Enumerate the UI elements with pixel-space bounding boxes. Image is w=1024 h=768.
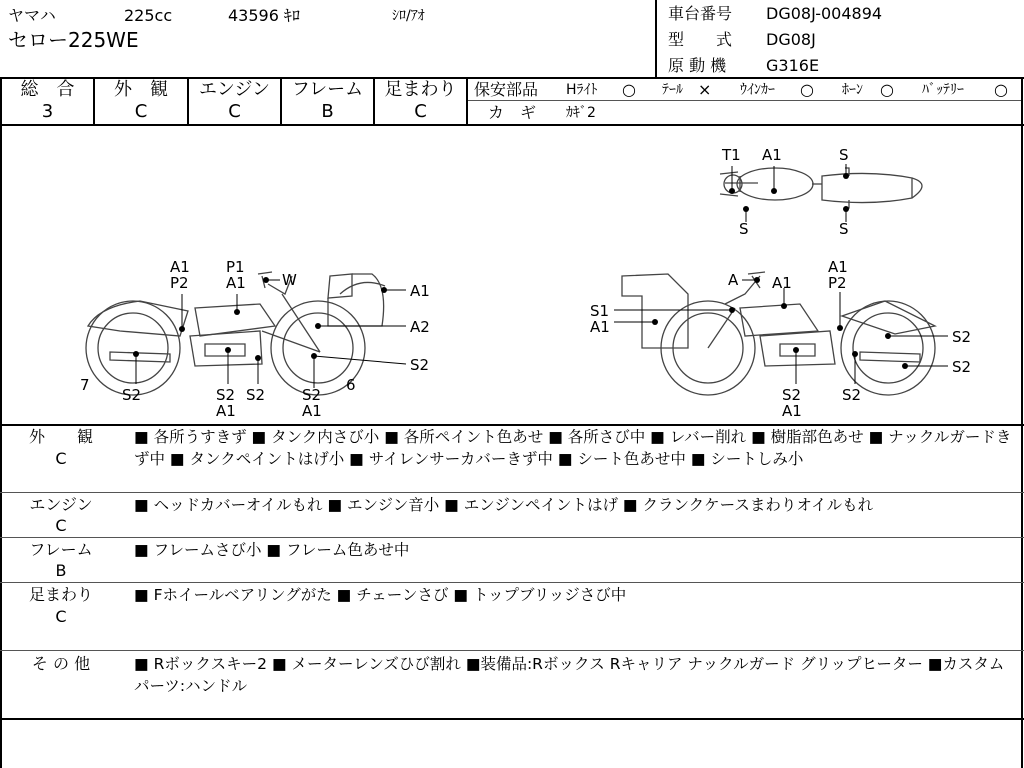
grade-total-label: 総 合 (20, 79, 75, 100)
right-label-2: A1 (772, 274, 792, 292)
left-label-11: S2 (216, 386, 236, 404)
section-exterior-grade: C (55, 449, 67, 468)
model-name: セロー225WE (8, 28, 139, 52)
grade-exterior-value: C (134, 101, 148, 122)
section-suspension-label: 足まわり (28, 585, 93, 604)
top-label-2: A1 (762, 146, 782, 164)
grade-frame-label: フレーム (291, 79, 364, 100)
top-label-3: S (839, 146, 849, 164)
section-suspension-grade: C (55, 607, 67, 626)
headlight-label: Hﾗｲﾄ (566, 82, 598, 98)
right-label-7: S2 (952, 328, 972, 346)
grade-engine-label: エンジン (198, 79, 271, 100)
right-label-3: A1 (828, 258, 848, 276)
mileage: 43596 ｷﾛ (228, 6, 300, 25)
diagram-labels (80, 146, 971, 420)
headlight-mark: ○ (622, 80, 636, 99)
winker-mark: ○ (800, 80, 814, 99)
left-label-2: P2 (170, 274, 189, 292)
diagram-leaders (136, 164, 948, 388)
damage-diagram (0, 126, 1024, 424)
maker: ヤマハ (8, 6, 56, 25)
left-label-3: P1 (226, 258, 245, 276)
left-label-14: S2 (302, 386, 322, 404)
left-label-13: A1 (216, 402, 236, 420)
safety-label: 保安部品 (474, 80, 539, 99)
grade-exterior-label: 外 観 (114, 79, 168, 100)
header-divider (655, 0, 657, 78)
frame-no: DG08J-004894 (766, 4, 883, 23)
grade-engine-value: C (228, 101, 241, 122)
grade-suspension-label: 足まわり (384, 79, 457, 100)
diagram-markers (133, 173, 908, 369)
left-label-9: 7 (80, 376, 90, 394)
grade-divider-5 (466, 77, 468, 126)
horn-mark: ○ (880, 80, 894, 99)
horn-label: ﾎｰﾝ (842, 82, 863, 98)
rule-sec-1 (0, 492, 1024, 493)
right-label-4: P2 (828, 274, 847, 292)
section-frame-grade: B (55, 561, 67, 580)
left-label-4: A1 (226, 274, 246, 292)
section-other-label: そ の 他 (31, 654, 91, 673)
key-value: ｶｷﾞ2 (566, 105, 596, 121)
key-label: カ ギ (488, 103, 537, 122)
bike-top-view-icon (720, 168, 922, 208)
top-label-4: S (739, 220, 749, 238)
rule-sec-5 (0, 718, 1024, 720)
section-frame-text: ■ フレームさび小 ■ フレーム色あせ中 (134, 541, 410, 559)
tail-mark: × (698, 80, 712, 99)
section-engine-label: エンジン (29, 495, 93, 514)
left-label-5: W (282, 271, 297, 289)
top-label-5: S (839, 220, 849, 238)
right-label-11: S2 (842, 386, 862, 404)
rule-sec-3 (0, 582, 1024, 583)
right-label-8: S2 (952, 358, 972, 376)
grade-suspension-value: C (414, 101, 427, 122)
section-engine-text: ■ ヘッドカバーオイルもれ ■ エンジン音小 ■ エンジンペイントはげ ■ クランクケースまわりオイルもれ (134, 496, 874, 514)
left-label-16: 6 (346, 376, 356, 394)
engine-value: G316E (766, 56, 820, 75)
rule-sec-2 (0, 537, 1024, 538)
safety-divider (468, 100, 1021, 101)
battery-label: ﾊﾞｯﾃﾘｰ (922, 82, 964, 98)
type-label: 型 式 (668, 30, 733, 49)
section-suspension-text: ■ Fホイールベアリングがた ■ チェーンさび ■ トップブリッジさび中 (134, 586, 627, 604)
section-frame-label: フレーム (29, 540, 93, 559)
top-label-1: T1 (722, 146, 741, 164)
section-exterior-text: ■ 各所うすきず ■ タンク内さび小 ■ 各所ペイント色あせ ■ 各所さび中 ■ レバー削れ ■ 樹脂部色あせ ■ ナックルガードきず中 ■ タンクペイントはげ小 ■ サイレンサーカバーきず中 ■ シート色あせ中 ■ シートしみ小 (134, 428, 1012, 468)
winker-label: ｳｲﾝｶｰ (740, 82, 775, 98)
rule-sec-4 (0, 650, 1024, 651)
grade-total-value: 3 (41, 101, 54, 122)
left-label-12: S2 (246, 386, 266, 404)
section-exterior-label: 外 観 (28, 427, 93, 446)
tail-label: ﾃｰﾙ (662, 82, 683, 98)
left-label-10: S2 (122, 386, 142, 404)
grade-frame-value: B (321, 101, 334, 122)
left-label-1: A1 (170, 258, 190, 276)
right-label-10: A1 (782, 402, 802, 420)
frame-no-label: 車台番号 (668, 4, 733, 23)
displacement: 225cc (124, 6, 173, 25)
section-engine-grade: C (55, 516, 67, 535)
right-label-6: A1 (590, 318, 610, 336)
left-label-15: A1 (302, 402, 322, 420)
left-label-8: S2 (410, 356, 430, 374)
left-label-7: A2 (410, 318, 430, 336)
right-label-1: A (728, 271, 739, 289)
right-label-9: S2 (782, 386, 802, 404)
section-other-text: ■ Rボックスキー2 ■ メーターレンズひび割れ ■装備品:Rボックス Rキャリア ナックルガード グリップヒーター ■カスタムパーツ:ハンドル (134, 655, 1005, 695)
engine-label: 原 動 機 (668, 56, 727, 75)
battery-mark: ○ (994, 80, 1008, 99)
right-label-5: S1 (590, 302, 610, 320)
left-label-6: A1 (410, 282, 430, 300)
type-value: DG08J (766, 30, 816, 49)
color: ｼﾛ/ｱｵ (392, 8, 425, 24)
